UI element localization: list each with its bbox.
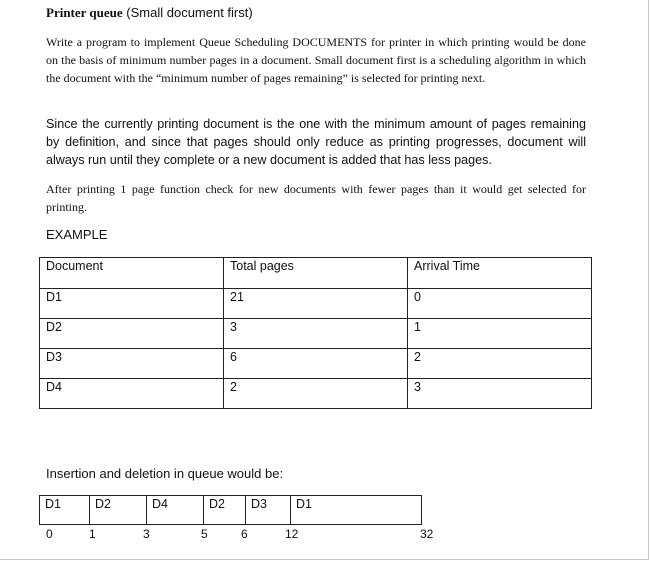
- gantt-segment: D1: [40, 496, 90, 524]
- gantt-segment: D4: [147, 496, 204, 524]
- cell-document: D2: [40, 319, 224, 349]
- cell-total-pages: 2: [224, 379, 408, 409]
- insertion-label: Insertion and deletion in queue would be:: [46, 466, 284, 481]
- cell-arrival-time: 0: [408, 289, 592, 319]
- gantt-tick: 32: [420, 527, 434, 541]
- table-row: [40, 289, 592, 319]
- gantt-segment: D1: [296, 497, 312, 511]
- gantt-segment: D2: [204, 496, 246, 524]
- page-title: [46, 4, 253, 21]
- title-bold: Printer queue: [46, 5, 123, 20]
- check-paragraph: After printing 1 page function check for new documents with fewer pages than it would get selected for printing.: [46, 182, 586, 214]
- definition-paragraph: Since the currently printing document is the one with the minimum amount of pages remaining by definition, and since that pages should only reduce as printing progresses, document will always run until they complete or a new document is added that has less pages.: [46, 117, 586, 167]
- gantt-tick: 3: [143, 527, 150, 541]
- header-arrival-time: Arrival Time: [408, 258, 592, 289]
- cell-total-pages: 6: [224, 349, 408, 379]
- cell-arrival-time: 2: [408, 349, 592, 379]
- cell-document: D3: [40, 349, 224, 379]
- gantt-tick: 1: [89, 527, 96, 541]
- gantt-tick: 0: [46, 527, 53, 541]
- gantt-segment: D2: [90, 496, 147, 524]
- table-row: [40, 319, 592, 349]
- gantt-tick: 5: [201, 527, 208, 541]
- title-subtitle: (Small document first): [122, 5, 253, 20]
- intro-paragraph: Write a program to implement Queue Scheduling DOCUMENTS for printer in which printing would be done on the basis of minimum number pages in a document. Small document first is a scheduling algorithm in which the document with the “minimum number of pages remaining” is selected for printing next.: [46, 35, 586, 85]
- header-document: Document: [40, 258, 224, 289]
- gantt-tick: 12: [285, 527, 299, 541]
- cell-total-pages: 3: [224, 319, 408, 349]
- cell-document: D4: [40, 379, 224, 409]
- table-row: [40, 379, 592, 409]
- table-header-row: [40, 258, 592, 289]
- cell-arrival-time: 3: [408, 379, 592, 409]
- gantt-tick: 6: [241, 527, 248, 541]
- cell-total-pages: 21: [224, 289, 408, 319]
- gantt-chart: [39, 495, 422, 525]
- documents-table: [39, 257, 592, 409]
- gantt-segment: D3: [246, 496, 291, 524]
- header-total-pages: Total pages: [224, 258, 408, 289]
- example-label: EXAMPLE: [46, 227, 108, 242]
- cell-document: D1: [40, 289, 224, 319]
- cell-arrival-time: 1: [408, 319, 592, 349]
- table-row: [40, 349, 592, 379]
